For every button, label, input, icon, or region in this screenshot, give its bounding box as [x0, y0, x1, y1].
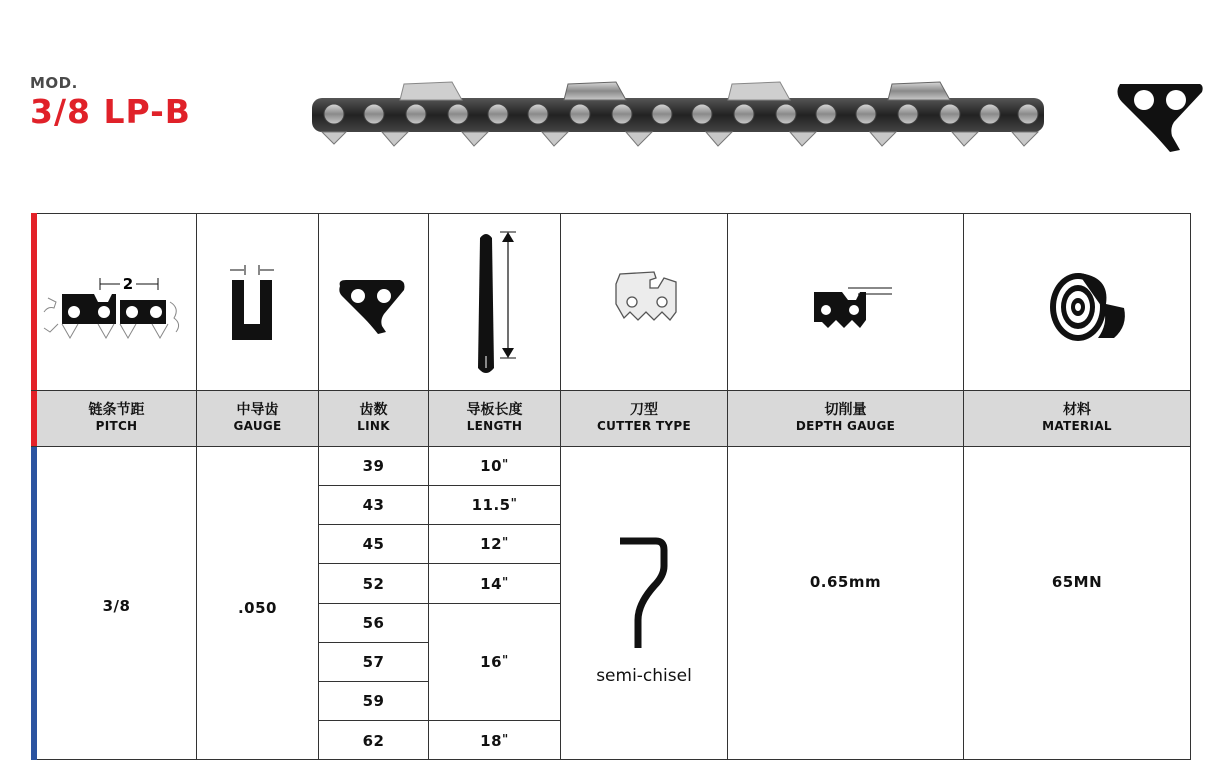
length-value — [429, 604, 560, 720]
header-en: LENGTH — [466, 419, 523, 433]
length-number: 12 — [480, 535, 503, 553]
header-depth-gauge — [728, 390, 963, 446]
header-material — [964, 390, 1190, 446]
model-name: 3/8 LP-B — [30, 92, 191, 131]
length-value — [429, 525, 560, 563]
header-cn: 材料 — [1063, 402, 1091, 418]
header-cutter-type — [561, 390, 727, 446]
length-unit: " — [502, 457, 509, 471]
header-cn: 切削量 — [824, 402, 867, 418]
header-cn: 链条节距 — [88, 402, 145, 418]
divider — [196, 213, 197, 760]
link-value: 57 — [362, 653, 385, 671]
cutter-type-value: semi-chisel — [596, 666, 692, 686]
header-en: LINK — [357, 419, 390, 433]
link-value: 45 — [362, 535, 385, 553]
link-value: 56 — [362, 614, 385, 632]
length-value — [429, 486, 560, 524]
link-value: 62 — [362, 731, 385, 750]
divider — [31, 446, 1191, 447]
steel-coil-icon — [1044, 268, 1128, 346]
divider — [727, 213, 728, 760]
material-value: 65MN — [1051, 573, 1103, 591]
header-cn: 导板长度 — [466, 402, 523, 418]
saw-chain-image — [312, 78, 1044, 148]
pitch-value: 3/8 — [102, 597, 131, 615]
link-value: 59 — [362, 692, 385, 710]
depth-gauge-icon — [808, 282, 894, 332]
header-en: PITCH — [95, 419, 138, 433]
header-en: DEPTH GAUGE — [795, 419, 896, 433]
header-cn: 中导齿 — [236, 402, 279, 418]
cutter-tooth-icon — [606, 268, 682, 328]
length-number: 18 — [480, 731, 503, 750]
length-number: 10 — [480, 457, 503, 475]
length-number: 16 — [480, 653, 503, 671]
length-unit: " — [502, 731, 509, 746]
length-unit: " — [502, 535, 509, 549]
guide-bar-icon — [472, 228, 522, 380]
depth-gauge-value: 0.65mm — [809, 573, 882, 591]
gauge-value: .050 — [237, 599, 277, 617]
model-prefix: MOD. — [30, 74, 78, 92]
length-value — [429, 447, 560, 485]
length-value — [429, 564, 560, 603]
length-unit: " — [502, 653, 509, 667]
header-en: CUTTER TYPE — [597, 419, 691, 433]
header-link — [319, 390, 428, 446]
drive-link-icon — [336, 276, 408, 336]
length-number: 14 — [480, 574, 503, 593]
length-unit: " — [510, 496, 518, 510]
length-unit: " — [502, 574, 509, 589]
link-value: 52 — [362, 574, 385, 593]
header-gauge — [197, 390, 318, 446]
drive-link-icon — [1114, 78, 1206, 154]
length-number: 11.5 — [471, 496, 511, 514]
length-value — [429, 721, 560, 760]
divider — [963, 213, 964, 760]
link-value: 39 — [362, 457, 385, 475]
semi-chisel-profile-icon — [616, 534, 674, 652]
header-pitch — [37, 390, 196, 446]
pitch-icon-label: 2 — [122, 275, 134, 293]
header-cn: 刀型 — [630, 402, 658, 418]
pitch-chain-icon — [42, 262, 188, 348]
gauge-groove-icon — [224, 262, 286, 344]
header-length — [429, 390, 560, 446]
header-cn: 齿数 — [359, 402, 388, 418]
header-en: MATERIAL — [1042, 419, 1112, 433]
link-value: 43 — [362, 496, 385, 514]
header-en: GAUGE — [233, 419, 282, 433]
